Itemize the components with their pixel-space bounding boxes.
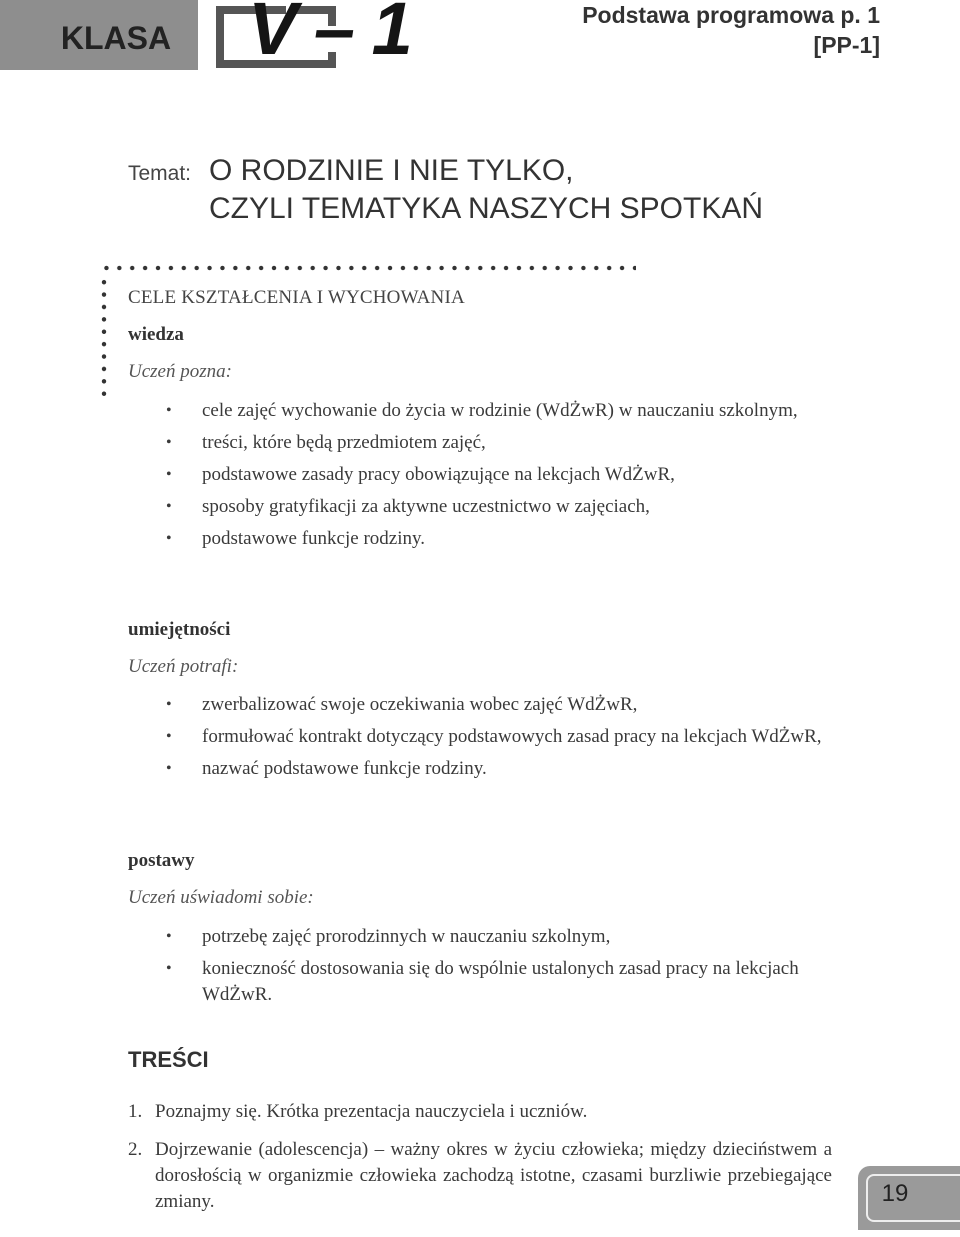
skills-list [166, 692, 836, 782]
list-item: • nazwać podstawowe funkcje rodziny. [166, 756, 836, 782]
page-number: 19 [881, 1180, 909, 1207]
skills-heading: umiejętności [128, 619, 231, 640]
curriculum-reference [582, 0, 880, 60]
list-item: • podstawowe zasady pracy obowiązujące na lekcjach WdŻwR, [166, 462, 836, 488]
list-item [128, 1137, 832, 1215]
skills-intro: Uczeń potrafi: [128, 656, 239, 677]
item-text: Poznajmy się. Krótka prezentacja nauczyciela i uczniów. [155, 1101, 588, 1122]
dotted-divider [100, 276, 108, 396]
attitudes-heading: postawy [128, 850, 195, 871]
item-number: 2. [128, 1139, 143, 1160]
list-item: • cele zajęć wychowanie do życia w rodzinie (WdŻwR) w nauczaniu szkolnym, [166, 398, 836, 424]
list-item: • potrzebę zajęć prorodzinnych w nauczaniu szkolnym, [166, 924, 836, 950]
item-text: Dojrzewanie (adolescencja) – ważny okres w życiu człowieka; między dzieciństwem a dorosłością w organizmie człowieka zachodzą istotne, czasami burzliwie przebiegające zmiany. [155, 1139, 832, 1212]
attitudes-intro: Uczeń uświadomi sobie: [128, 887, 314, 908]
curriculum-code: [PP-1] [813, 32, 880, 58]
attitudes-list [166, 924, 836, 1008]
topic-title [209, 152, 763, 228]
list-item: • sposoby gratyfikacji za aktywne uczestnictwo w zajęciach, [166, 494, 836, 520]
topic-label: Temat: [128, 162, 192, 185]
knowledge-list [166, 398, 836, 552]
goals-heading: CELE KSZTAŁCENIA I WYCHOWANIA [128, 287, 465, 308]
knowledge-heading: wiedza [128, 324, 184, 345]
content-heading: TREŚCI [128, 1047, 209, 1072]
class-label-box [0, 0, 198, 70]
topic-title-line: O RODZINIE I NIE TYLKO, [209, 154, 574, 187]
topic-title-line: CZYLI TEMATYKA NASZYCH SPOTKAŃ [209, 192, 764, 225]
knowledge-intro: Uczeń pozna: [128, 361, 232, 382]
list-item: • podstawowe funkcje rodziny. [166, 526, 836, 552]
list-item: • formułować kontrakt dotyczący podstawowych zasad pracy na lekcjach WdŻwR, [166, 724, 836, 750]
list-item: • konieczność dostosowania się do wspólnie ustalonych zasad pracy na lekcjach WdŻwR. [166, 956, 836, 1008]
content-list [128, 1099, 832, 1215]
curriculum-point: Podstawa programowa p. 1 [582, 2, 880, 28]
list-item [128, 1099, 832, 1125]
list-item: • zwerbalizować swoje oczekiwania wobec zajęć WdŻwR, [166, 692, 836, 718]
list-item: • treści, które będą przedmiotem zajęć, [166, 430, 836, 456]
item-number: 1. [128, 1101, 143, 1122]
class-label: KLASA [60, 19, 172, 56]
dotted-divider [100, 264, 636, 272]
grade-number: V – 1 [248, 0, 411, 70]
